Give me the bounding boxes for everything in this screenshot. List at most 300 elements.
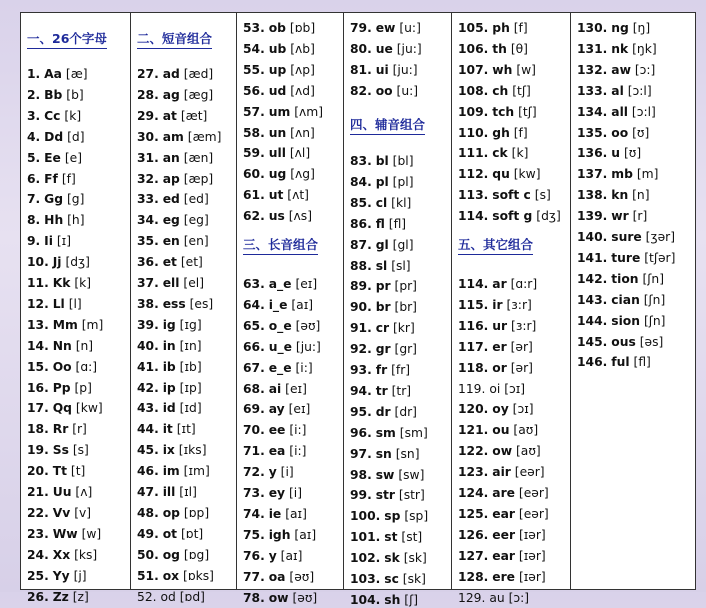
entry-number: 88. xyxy=(350,258,372,273)
entry-number: 43. xyxy=(137,401,159,416)
entry-phonetic: [ɪn] xyxy=(179,338,202,353)
entry-number: 78. xyxy=(243,590,265,605)
entry-spelling: um xyxy=(268,104,291,119)
entry-spelling: br xyxy=(375,300,391,315)
entry-number: 60. xyxy=(243,167,265,182)
list-item xyxy=(458,319,536,334)
entry-number: 79. xyxy=(350,21,372,35)
entry-number: 98. xyxy=(350,467,372,482)
entry-number: 99. xyxy=(350,488,372,503)
entry-spelling: Ee xyxy=(44,150,61,165)
entry-spelling: nk xyxy=(611,41,629,56)
list-item xyxy=(458,444,541,459)
column-4 xyxy=(344,13,452,607)
entry-spelling: od xyxy=(160,589,176,604)
entry-number: 110. xyxy=(458,125,489,140)
entry-number: 27. xyxy=(137,67,159,81)
entry-phonetic: [sk] xyxy=(402,572,426,586)
list-item xyxy=(27,506,91,521)
list-item xyxy=(137,255,203,270)
entry-number: 74. xyxy=(243,506,265,521)
list-item xyxy=(243,319,320,334)
entry-spelling: en xyxy=(162,234,180,249)
entry-number: 70. xyxy=(243,423,265,438)
entry-spelling: un xyxy=(268,125,287,140)
section-heading: 五、其它组合 xyxy=(458,237,533,255)
entry-phonetic: [j] xyxy=(73,568,87,583)
list-item xyxy=(243,549,302,564)
entry-phonetic: [l] xyxy=(68,296,82,311)
entry-spelling: ag xyxy=(162,87,180,102)
entry-phonetic: [ɑ:] xyxy=(75,359,98,374)
entry-spelling: Ss xyxy=(52,443,69,458)
entry-spelling: sion xyxy=(611,313,641,328)
entry-spelling: ill xyxy=(162,485,176,499)
list-item xyxy=(458,570,546,585)
entry-number: 4. xyxy=(27,129,41,144)
entry-number: 126. xyxy=(458,527,489,542)
entry-number: 30. xyxy=(137,129,159,144)
entry-spelling: Pp xyxy=(52,380,71,395)
entry-number: 17. xyxy=(27,401,49,416)
entry-number: 145. xyxy=(577,334,608,349)
entry-spelling: in xyxy=(162,338,176,353)
list-item xyxy=(243,465,294,480)
list-item xyxy=(350,509,428,524)
entry-number: 44. xyxy=(137,422,159,437)
entry-spelling: tion xyxy=(611,271,639,286)
entry-number: 24. xyxy=(27,547,49,562)
entry-phonetic: [æt] xyxy=(180,108,208,123)
entry-number: 94. xyxy=(350,383,372,398)
entry-number: 52. xyxy=(137,589,157,604)
entry-number: 35. xyxy=(137,234,159,249)
entry-phonetic: [ɪb] xyxy=(179,359,202,374)
entry-spelling: mb xyxy=(611,167,633,182)
list-item xyxy=(458,146,528,161)
entry-spelling: ous xyxy=(611,334,636,349)
entry-number: 116. xyxy=(458,318,489,333)
entry-spelling: oo xyxy=(611,125,629,140)
list-item xyxy=(137,590,205,605)
entry-spelling: pl xyxy=(375,174,389,189)
list-item xyxy=(243,444,306,459)
entry-number: 29. xyxy=(137,108,159,123)
list-item xyxy=(577,188,650,203)
entry-number: 107. xyxy=(458,62,489,77)
entry-spelling: y xyxy=(268,548,277,563)
list-item xyxy=(137,381,202,396)
entry-phonetic: [sl] xyxy=(391,258,411,273)
entry-spelling: aw xyxy=(611,62,631,77)
list-item xyxy=(577,146,641,161)
entry-spelling: Uu xyxy=(52,485,72,499)
entry-phonetic: [k] xyxy=(74,276,92,290)
list-item xyxy=(27,360,97,375)
list-item xyxy=(350,384,411,399)
list-item xyxy=(243,21,315,36)
entry-phonetic: [ɪər] xyxy=(518,548,546,563)
entry-spelling: Jj xyxy=(52,255,62,270)
entry-number: 134. xyxy=(577,104,608,119)
entry-spelling: u_e xyxy=(268,339,292,354)
entry-phonetic: [ŋk] xyxy=(632,41,657,56)
entry-number: 19. xyxy=(27,443,49,458)
list-item xyxy=(243,188,309,203)
entry-phonetic: [ks] xyxy=(74,547,98,562)
entry-phonetic: [ʃn] xyxy=(643,313,666,328)
entry-spelling: Aa xyxy=(44,67,62,81)
list-item xyxy=(27,443,89,458)
entry-number: 95. xyxy=(350,404,372,419)
entry-spelling: eer xyxy=(492,527,516,542)
entry-number: 22. xyxy=(27,505,49,520)
entry-number: 117. xyxy=(458,339,489,354)
entry-spelling: ay xyxy=(268,402,285,417)
list-item xyxy=(27,276,91,291)
entry-phonetic: [br] xyxy=(394,300,417,315)
entry-spelling: ture xyxy=(611,250,641,265)
entry-spelling: bl xyxy=(375,154,389,168)
entry-number: 61. xyxy=(243,188,265,203)
entry-phonetic: [ʃn] xyxy=(643,292,666,307)
entry-number: 68. xyxy=(243,381,265,396)
entry-number: 146. xyxy=(577,355,608,370)
list-item xyxy=(577,209,647,224)
entry-spelling: ey xyxy=(268,486,286,500)
entry-spelling: an xyxy=(162,150,180,165)
list-item xyxy=(350,593,418,608)
entry-spelling: Rr xyxy=(52,422,69,437)
entry-phonetic: [tʃ] xyxy=(512,83,531,98)
list-item xyxy=(27,213,85,228)
list-item xyxy=(458,209,561,224)
entry-spelling: Ww xyxy=(52,526,78,541)
entry-spelling: Ff xyxy=(44,171,58,186)
entry-phonetic: [ʌs] xyxy=(288,209,312,224)
entry-spelling: Mm xyxy=(52,317,78,332)
list-item xyxy=(243,402,310,417)
entry-spelling: or xyxy=(492,360,507,375)
entry-number: 106. xyxy=(458,41,489,56)
entry-phonetic: [sp] xyxy=(404,509,429,524)
list-item xyxy=(137,422,196,437)
entry-number: 90. xyxy=(350,300,372,315)
entry-phonetic: [s] xyxy=(72,443,89,458)
entry-number: 66. xyxy=(243,339,265,354)
entry-phonetic: [n] xyxy=(75,338,94,353)
entry-spelling: id xyxy=(162,401,176,416)
list-item xyxy=(350,468,424,483)
entry-spelling: Gg xyxy=(44,192,64,207)
entry-number: 101. xyxy=(350,530,381,545)
entry-phonetic: [f] xyxy=(513,21,528,35)
entry-phonetic: [ɜ:r] xyxy=(511,318,537,333)
entry-number: 132. xyxy=(577,62,608,77)
entry-phonetic: [ʌl] xyxy=(289,146,311,161)
list-item xyxy=(137,569,214,584)
list-item xyxy=(137,485,197,500)
entry-number: 91. xyxy=(350,321,372,336)
entry-number: 96. xyxy=(350,425,372,440)
entry-spelling: ix xyxy=(162,443,175,458)
entry-phonetic: [kw] xyxy=(513,167,541,182)
list-item xyxy=(243,340,321,355)
entry-number: 41. xyxy=(137,359,159,374)
entry-number: 142. xyxy=(577,271,608,286)
list-item xyxy=(350,342,417,357)
entry-spelling: ng xyxy=(611,21,629,35)
list-item xyxy=(350,175,414,190)
entry-spelling: gl xyxy=(375,237,389,252)
entry-phonetic: [eər] xyxy=(518,486,549,500)
entry-spelling: qu xyxy=(492,167,510,182)
entry-phonetic: [gr] xyxy=(394,342,417,357)
entry-spelling: air xyxy=(492,465,511,480)
entry-number: 124. xyxy=(458,486,489,500)
entry-spelling: er xyxy=(492,339,507,354)
entry-phonetic: [tr] xyxy=(391,383,412,398)
entry-phonetic: [sn] xyxy=(395,446,420,461)
entry-number: 105. xyxy=(458,21,489,35)
list-item xyxy=(350,42,422,57)
entry-phonetic: [ʌt] xyxy=(287,188,309,203)
entry-phonetic: [ɪ] xyxy=(56,234,72,249)
entry-number: 97. xyxy=(350,446,372,461)
list-item xyxy=(350,154,414,169)
list-item xyxy=(243,528,316,543)
list-item xyxy=(137,318,202,333)
list-item xyxy=(137,192,209,207)
entry-spelling: soft c xyxy=(492,188,531,203)
entry-phonetic: [ɔ:l] xyxy=(631,104,656,119)
entry-spelling: ot xyxy=(162,526,178,541)
list-item xyxy=(458,84,531,99)
entry-number: 2. xyxy=(27,87,41,102)
entry-phonetic: [ɔɪ] xyxy=(512,402,534,417)
list-item xyxy=(137,339,202,354)
entry-phonetic: [ɔ:] xyxy=(634,62,656,77)
entry-phonetic: [ɒt] xyxy=(180,526,204,541)
entry-phonetic: [dʒ] xyxy=(65,255,90,270)
list-item xyxy=(137,67,213,82)
entry-phonetic: [əʊ] xyxy=(289,569,315,584)
entry-phonetic: [æd] xyxy=(183,67,214,81)
entry-spelling: pr xyxy=(375,279,391,294)
entry-phonetic: [dr] xyxy=(394,404,417,419)
entry-number: 37. xyxy=(137,276,159,290)
entry-number: 81. xyxy=(350,62,372,77)
entry-spelling: sure xyxy=(611,230,642,244)
entry-phonetic: [m] xyxy=(81,317,104,332)
entry-phonetic: [eɪ] xyxy=(295,277,318,291)
list-item xyxy=(458,486,549,501)
entry-phonetic: [i:] xyxy=(295,360,313,375)
entry-phonetic: [r] xyxy=(632,209,648,224)
entry-number: 125. xyxy=(458,506,489,521)
entry-spelling: ch xyxy=(492,83,509,98)
entry-phonetic: [ɪd] xyxy=(179,401,202,416)
entry-phonetic: [eər] xyxy=(518,506,549,521)
entry-number: 140. xyxy=(577,230,608,244)
entry-phonetic: [ʌb] xyxy=(290,41,315,56)
list-item xyxy=(350,217,406,232)
entry-phonetic: [dʒ] xyxy=(536,209,561,224)
entry-number: 67. xyxy=(243,360,265,375)
entry-number: 42. xyxy=(137,380,159,395)
entry-spelling: sm xyxy=(375,425,396,440)
entry-phonetic: [eər] xyxy=(514,465,545,480)
entry-phonetic: [ɪər] xyxy=(518,569,546,584)
section-heading: 三、长音组合 xyxy=(243,237,318,255)
entry-phonetic: [h] xyxy=(67,213,85,228)
entry-phonetic: [ju:] xyxy=(295,339,321,354)
entry-phonetic: [aʊ] xyxy=(513,423,539,438)
entry-spelling: all xyxy=(611,104,628,119)
entry-phonetic: [əʊ] xyxy=(292,590,318,605)
list-item xyxy=(350,279,417,294)
entry-number: 34. xyxy=(137,213,159,228)
entry-phonetic: [u:] xyxy=(396,83,419,98)
list-item xyxy=(577,335,663,350)
entry-number: 59. xyxy=(243,146,265,161)
list-item xyxy=(243,570,314,585)
entry-phonetic: [aʊ] xyxy=(516,444,541,459)
entry-phonetic: [ɔɪ] xyxy=(504,381,526,396)
entry-spelling: ir xyxy=(492,297,503,312)
list-item xyxy=(350,238,414,253)
entry-phonetic: [m] xyxy=(636,167,659,182)
list-item xyxy=(350,530,422,545)
entry-spelling: kn xyxy=(611,188,629,203)
entry-number: 71. xyxy=(243,444,265,459)
entry-phonetic: [f] xyxy=(513,125,528,140)
entry-phonetic: [ɪm] xyxy=(183,464,210,479)
entry-phonetic: [aɪ] xyxy=(291,297,314,312)
list-item xyxy=(243,507,307,522)
entry-spelling: ib xyxy=(162,359,176,374)
entry-spelling: Hh xyxy=(44,213,64,228)
list-item xyxy=(27,109,81,124)
list-item xyxy=(137,234,209,249)
list-item xyxy=(27,569,87,584)
entry-number: 75. xyxy=(243,527,265,542)
list-item xyxy=(243,105,323,120)
entry-phonetic: [e] xyxy=(64,150,82,165)
column-1 xyxy=(21,13,131,604)
entry-number: 76. xyxy=(243,548,265,563)
entry-phonetic: [əʊ] xyxy=(295,318,321,333)
entry-number: 3. xyxy=(27,108,41,123)
entry-spelling: Ll xyxy=(52,296,65,311)
entry-spelling: Dd xyxy=(44,129,64,144)
entry-phonetic: [ɪər] xyxy=(518,527,546,542)
entry-number: 55. xyxy=(243,62,265,77)
entry-number: 26. xyxy=(27,589,49,604)
entry-phonetic: [i:] xyxy=(289,423,307,438)
entry-spelling: igh xyxy=(268,527,291,542)
entry-spelling: ig xyxy=(162,317,176,332)
entry-number: 46. xyxy=(137,464,159,479)
list-item xyxy=(27,172,76,187)
list-item xyxy=(27,67,88,82)
list-item xyxy=(243,277,317,292)
entry-spelling: ui xyxy=(375,62,389,77)
entry-number: 136. xyxy=(577,146,608,161)
list-item xyxy=(243,209,312,224)
entry-spelling: fr xyxy=(375,363,388,377)
entry-spelling: ap xyxy=(162,171,180,186)
entry-spelling: e_e xyxy=(268,360,292,375)
list-item xyxy=(137,297,213,312)
entry-spelling: y xyxy=(268,465,277,480)
list-item xyxy=(458,340,533,355)
entry-number: 93. xyxy=(350,363,372,377)
list-item xyxy=(243,361,313,376)
entry-spelling: soft g xyxy=(492,209,533,224)
entry-phonetic: [ɔ:l] xyxy=(627,83,652,98)
list-item xyxy=(577,126,649,141)
list-item xyxy=(243,84,315,99)
entry-number: 65. xyxy=(243,318,265,333)
entry-number: 31. xyxy=(137,150,159,165)
entry-number: 20. xyxy=(27,464,49,479)
list-item xyxy=(458,167,541,182)
list-item xyxy=(27,255,90,270)
list-item xyxy=(350,300,417,315)
list-item xyxy=(137,88,213,103)
list-item xyxy=(458,402,534,417)
entry-number: 127. xyxy=(458,548,489,563)
list-item xyxy=(27,88,84,103)
entry-number: 139. xyxy=(577,209,608,224)
entry-phonetic: [ʌn] xyxy=(290,125,315,140)
entry-phonetic: [ɪg] xyxy=(179,317,202,332)
entry-spelling: ar xyxy=(492,277,507,291)
entry-phonetic: [v] xyxy=(74,505,92,520)
list-item xyxy=(27,527,101,542)
entry-phonetic: [ed] xyxy=(183,192,209,207)
list-item xyxy=(27,590,89,605)
entry-number: 11. xyxy=(27,276,49,290)
entry-phonetic: [u:] xyxy=(399,21,421,35)
list-item xyxy=(458,298,532,313)
entry-spelling: ie xyxy=(268,506,282,521)
entry-phonetic: [p] xyxy=(74,380,92,395)
entry-number: 45. xyxy=(137,443,159,458)
section-heading: 一、26个字母 xyxy=(27,31,107,49)
list-item xyxy=(458,361,533,376)
list-item xyxy=(243,167,315,182)
entry-number: 53. xyxy=(243,21,265,35)
entry-number: 69. xyxy=(243,402,265,417)
entry-spelling: Kk xyxy=(52,276,71,290)
entry-spelling: ph xyxy=(492,21,510,35)
list-item xyxy=(577,293,665,308)
entry-phonetic: [ŋ] xyxy=(632,21,651,35)
column-6 xyxy=(571,13,697,589)
entry-phonetic: [i:] xyxy=(289,444,307,459)
entry-number: 85. xyxy=(350,195,372,210)
list-item xyxy=(27,130,85,145)
entry-phonetic: [ʊ] xyxy=(623,146,642,161)
entry-phonetic: [tʃər] xyxy=(644,250,676,265)
entry-phonetic: [kr] xyxy=(393,321,415,336)
entry-phonetic: [ɑ:r] xyxy=(510,277,538,291)
entry-phonetic: [ər] xyxy=(510,339,533,354)
entry-spelling: ed xyxy=(162,192,180,207)
entry-spelling: sn xyxy=(375,446,392,461)
